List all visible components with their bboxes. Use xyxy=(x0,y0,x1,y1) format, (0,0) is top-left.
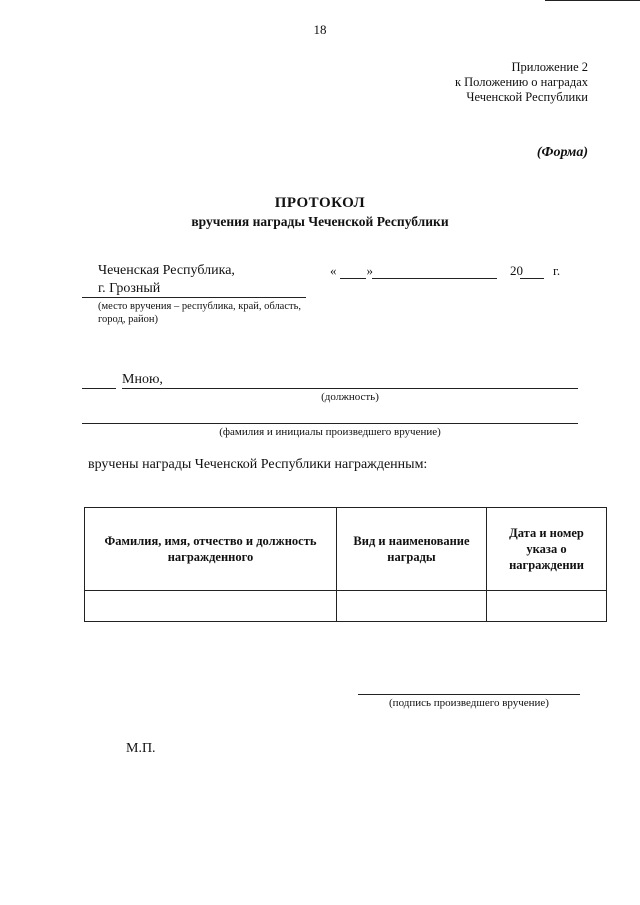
date-year-blank[interactable] xyxy=(520,278,544,279)
seal-mark: М.П. xyxy=(126,741,156,756)
date-close-quote: » xyxy=(366,263,373,278)
position-caption: (должность) xyxy=(321,391,379,403)
appendix-line-3: Чеченской Республики xyxy=(466,90,588,104)
appendix-block xyxy=(455,60,588,105)
date-open-quote: « xyxy=(330,263,337,278)
position-blank[interactable] xyxy=(122,388,578,389)
awarded-text: вручены награды Чеченской Республики награжденным: xyxy=(88,457,428,472)
document-subtitle: вручения награды Чеченской Республики xyxy=(191,214,449,229)
header-decree: Дата и номер указа о награждении xyxy=(487,508,607,591)
place-line-2: г. Грозный xyxy=(98,281,161,296)
signature-caption: (подпись произведшего вручение) xyxy=(389,697,549,709)
header-recipient: Фамилия, имя, отчество и должность награжденного xyxy=(85,508,337,591)
presenter-label: Мною, xyxy=(122,372,163,387)
appendix-line-2: к Положению о наградах xyxy=(454,75,588,89)
page-number: 18 xyxy=(313,22,327,37)
awards-table xyxy=(84,507,607,622)
date-month-blank[interactable] xyxy=(372,278,497,279)
document-title: ПРОТОКОЛ xyxy=(274,195,366,211)
table-header-row xyxy=(85,508,607,591)
name-blank[interactable] xyxy=(82,423,578,424)
place-caption: (место вручения – республика, край, область, город, район) xyxy=(98,301,302,325)
table-row xyxy=(85,591,607,622)
presenter-prefix-line xyxy=(82,388,116,389)
date-field[interactable] xyxy=(330,263,560,279)
cell-decree[interactable] xyxy=(487,591,607,622)
place-line-1: Чеченская Республика, xyxy=(98,263,235,278)
appendix-line-1: Приложение 2 xyxy=(511,60,588,74)
cell-award-type[interactable] xyxy=(337,591,487,622)
date-day-blank[interactable] xyxy=(340,278,366,279)
header-award-type: Вид и наименование награды xyxy=(337,508,487,591)
cell-recipient[interactable] xyxy=(85,591,337,622)
top-edge-line xyxy=(545,0,640,1)
signature-blank[interactable] xyxy=(358,694,580,695)
place-underline xyxy=(82,297,306,298)
date-year-suffix: г. xyxy=(553,263,561,278)
form-label: (Форма) xyxy=(536,145,588,160)
date-year-prefix: 20 xyxy=(510,263,523,278)
name-caption: (фамилия и инициалы произведшего вручение) xyxy=(219,426,441,438)
